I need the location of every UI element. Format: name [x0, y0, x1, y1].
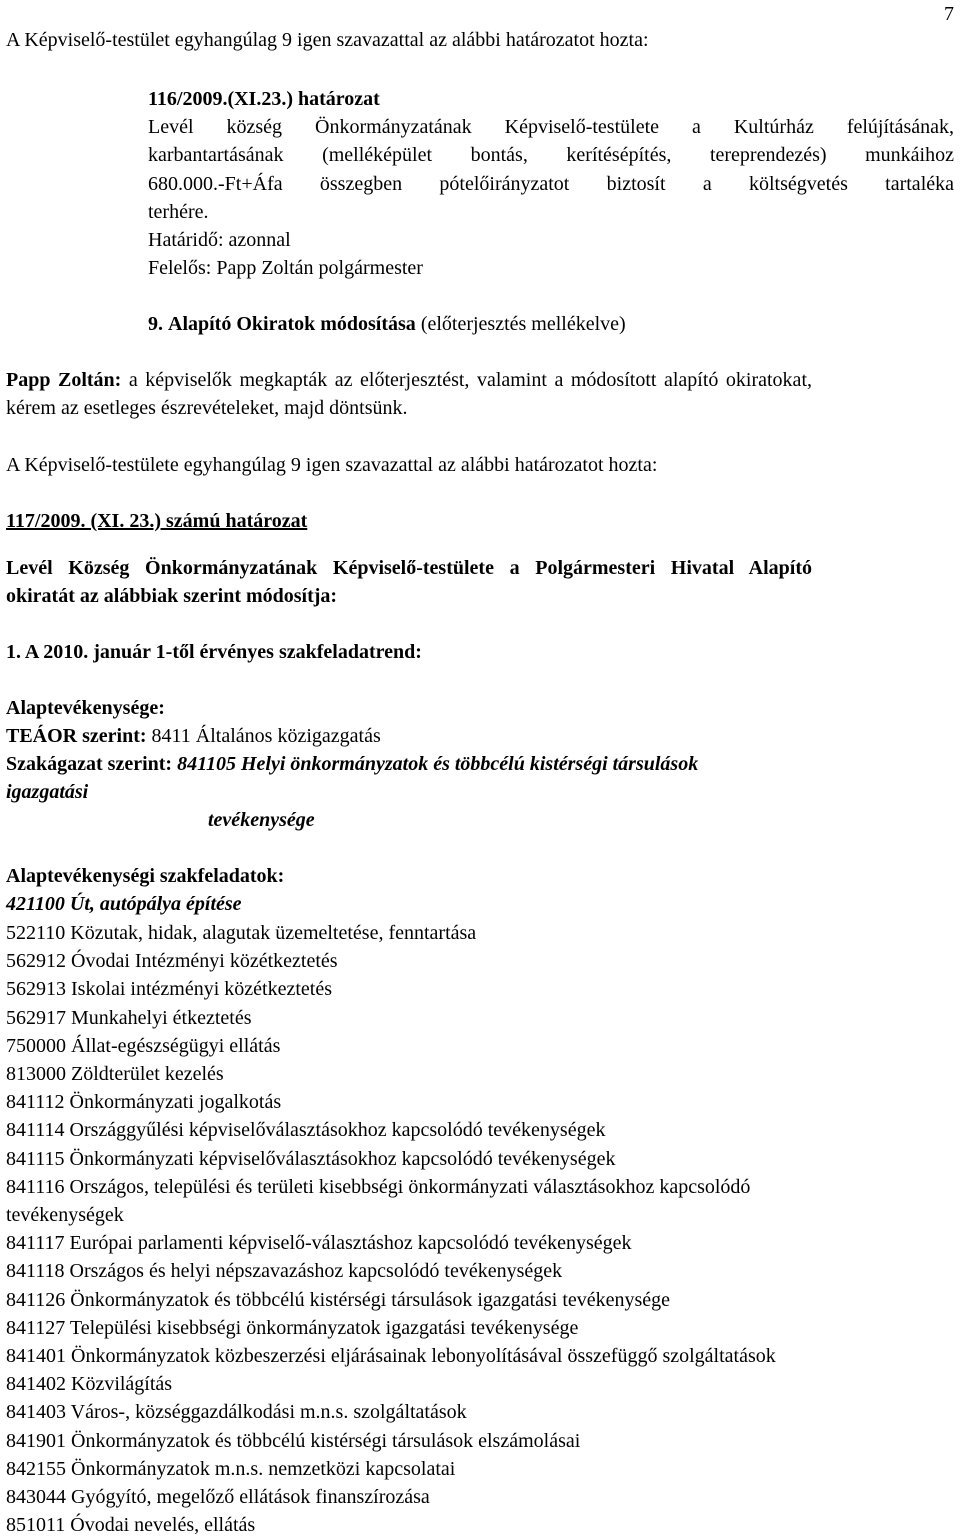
task-item: 841115 Önkormányzati képviselőválasztásokhoz kapcsolódó tevékenységek: [6, 1147, 616, 1170]
resolution-116-text-1: Levél község Önkormányzatának Képviselő-testülete a Kultúrház felújításának,: [148, 116, 954, 138]
task-item: 841402 Közvilágítás: [6, 1373, 173, 1396]
task-item: 562917 Munkahelyi étkeztetés: [6, 1006, 252, 1029]
task-item: 841901 Önkormányzatok és többcélú kistérségi társulások elszámolásai: [6, 1429, 581, 1452]
task-first: 421100 Út, autópálya építése: [6, 893, 242, 915]
agenda-item-title: Alapító Okiratok módosítása: [168, 313, 416, 335]
sector-value-3: tevékenysége: [208, 809, 315, 831]
speaker-text-1: a képviselők megkapták az előterjesztést, valamint a módosított alapító okiratokat,: [128, 369, 812, 391]
resolution-116-text-4: terhére.: [148, 201, 209, 223]
task-item: 522110 Közutak, hidak, alagutak üzemeltetése, fenntartása: [6, 922, 477, 944]
resolution-116-text-3: 680.000.-Ft+Áfa összegben pótelőirányzatot biztosít a költségvetés tartaléka: [148, 173, 954, 195]
task-item: 841117 Európai parlamenti képviselő-választáshoz kapcsolódó tevékenységek: [6, 1232, 632, 1255]
resolution-117-point-1: 1. A 2010. január 1-től érvényes szakfeladatrend:: [6, 641, 422, 663]
resolution-116-text-2: karbantartásának (melléképület bontás, kerítésépítés, tereprendezés) munkáihoz: [148, 144, 954, 166]
sector-value-1: 841105 Helyi önkormányzatok és többcélú kistérségi társulások: [177, 753, 699, 775]
task-item: 562912 Óvodai Intézményi közétkeztetés: [6, 950, 338, 973]
main-activity-label: Alaptevékenysége:: [6, 697, 165, 719]
agenda-item-note: (előterjesztés mellékelve): [420, 313, 626, 335]
task-item: 562913 Iskolai intézményi közétkeztetés: [6, 978, 333, 1001]
sector-label: Szakágazat szerint:: [6, 753, 173, 775]
task-item: 841127 Települési kisebbségi önkormányzatok igazgatási tevékenysége: [6, 1316, 579, 1339]
task-item: 843044 Gyógyító, megelőző ellátások finanszírozása: [6, 1486, 430, 1508]
resolution-116-title: 116/2009.(XI.23.) határozat: [148, 88, 380, 110]
task-item: 841118 Országos és helyi népszavazáshoz kapcsolódó tevékenységek: [6, 1260, 563, 1283]
task-item: 841114 Országgyűlési képviselőválasztásokhoz kapcsolódó tevékenységek: [6, 1119, 606, 1142]
sector-value-2: igazgatási: [6, 781, 89, 803]
resolution-117-text-1: Levél Község Önkormányzatának Képviselő-testülete a Polgármesteri Hivatal Alapító: [6, 557, 812, 579]
teaor-label: TEÁOR szerint:: [6, 725, 147, 747]
resolution-116-responsible: Felelős: Papp Zoltán polgármester: [148, 257, 423, 279]
page-number: 7: [944, 3, 954, 25]
task-item: 841126 Önkormányzatok és többcélú kistérségi társulások igazgatási tevékenysége: [6, 1288, 671, 1311]
teaor-line: [6, 722, 381, 750]
task-item: 750000 Állat-egészségügyi ellátás: [6, 1034, 281, 1057]
resolution-116-deadline: Határidő: azonnal: [148, 229, 291, 251]
intro-text-2: A Képviselő-testülete egyhangúlag 9 igen szavazattal az alábbi határozatot hozta:: [6, 454, 658, 476]
tasks-label: Alaptevékenységi szakfeladatok:: [6, 865, 285, 887]
task-item: 841403 Város-, községgazdálkodási m.n.s. szolgáltatások: [6, 1401, 467, 1424]
task-item: tevékenységek: [6, 1204, 124, 1226]
task-item: 842155 Önkormányzatok m.n.s. nemzetközi kapcsolatai: [6, 1457, 456, 1480]
teaor-value: 8411 Általános közigazgatás: [151, 725, 381, 747]
task-item: 841116 Országos, települési és területi kisebbségi önkormányzati választásokhoz kapcsolódó: [6, 1175, 751, 1198]
task-item: 841112 Önkormányzati jogalkotás: [6, 1091, 282, 1114]
sector-line: [6, 750, 698, 778]
task-item: 841401 Önkormányzatok közbeszerzési eljárásainak lebonyolításával összefüggő szolgáltatások: [6, 1345, 776, 1367]
intro-text: A Képviselő-testület egyhangúlag 9 igen szavazattal az alábbi határozatot hozta:: [6, 29, 649, 51]
task-item: 813000 Zöldterület kezelés: [6, 1063, 224, 1085]
agenda-item-9: [148, 310, 626, 338]
resolution-117-title: 117/2009. (XI. 23.) számú határozat: [6, 510, 308, 532]
speaker-text-2: kérem az esetleges észrevételeket, majd döntsünk.: [6, 397, 408, 419]
speaker-name: Papp Zoltán:: [6, 369, 122, 391]
resolution-117-text-2: okiratát az alábbiak szerint módosítja:: [6, 585, 338, 607]
task-item: 851011 Óvodai nevelés, ellátás: [6, 1514, 256, 1537]
agenda-item-number: 9.: [148, 313, 163, 335]
